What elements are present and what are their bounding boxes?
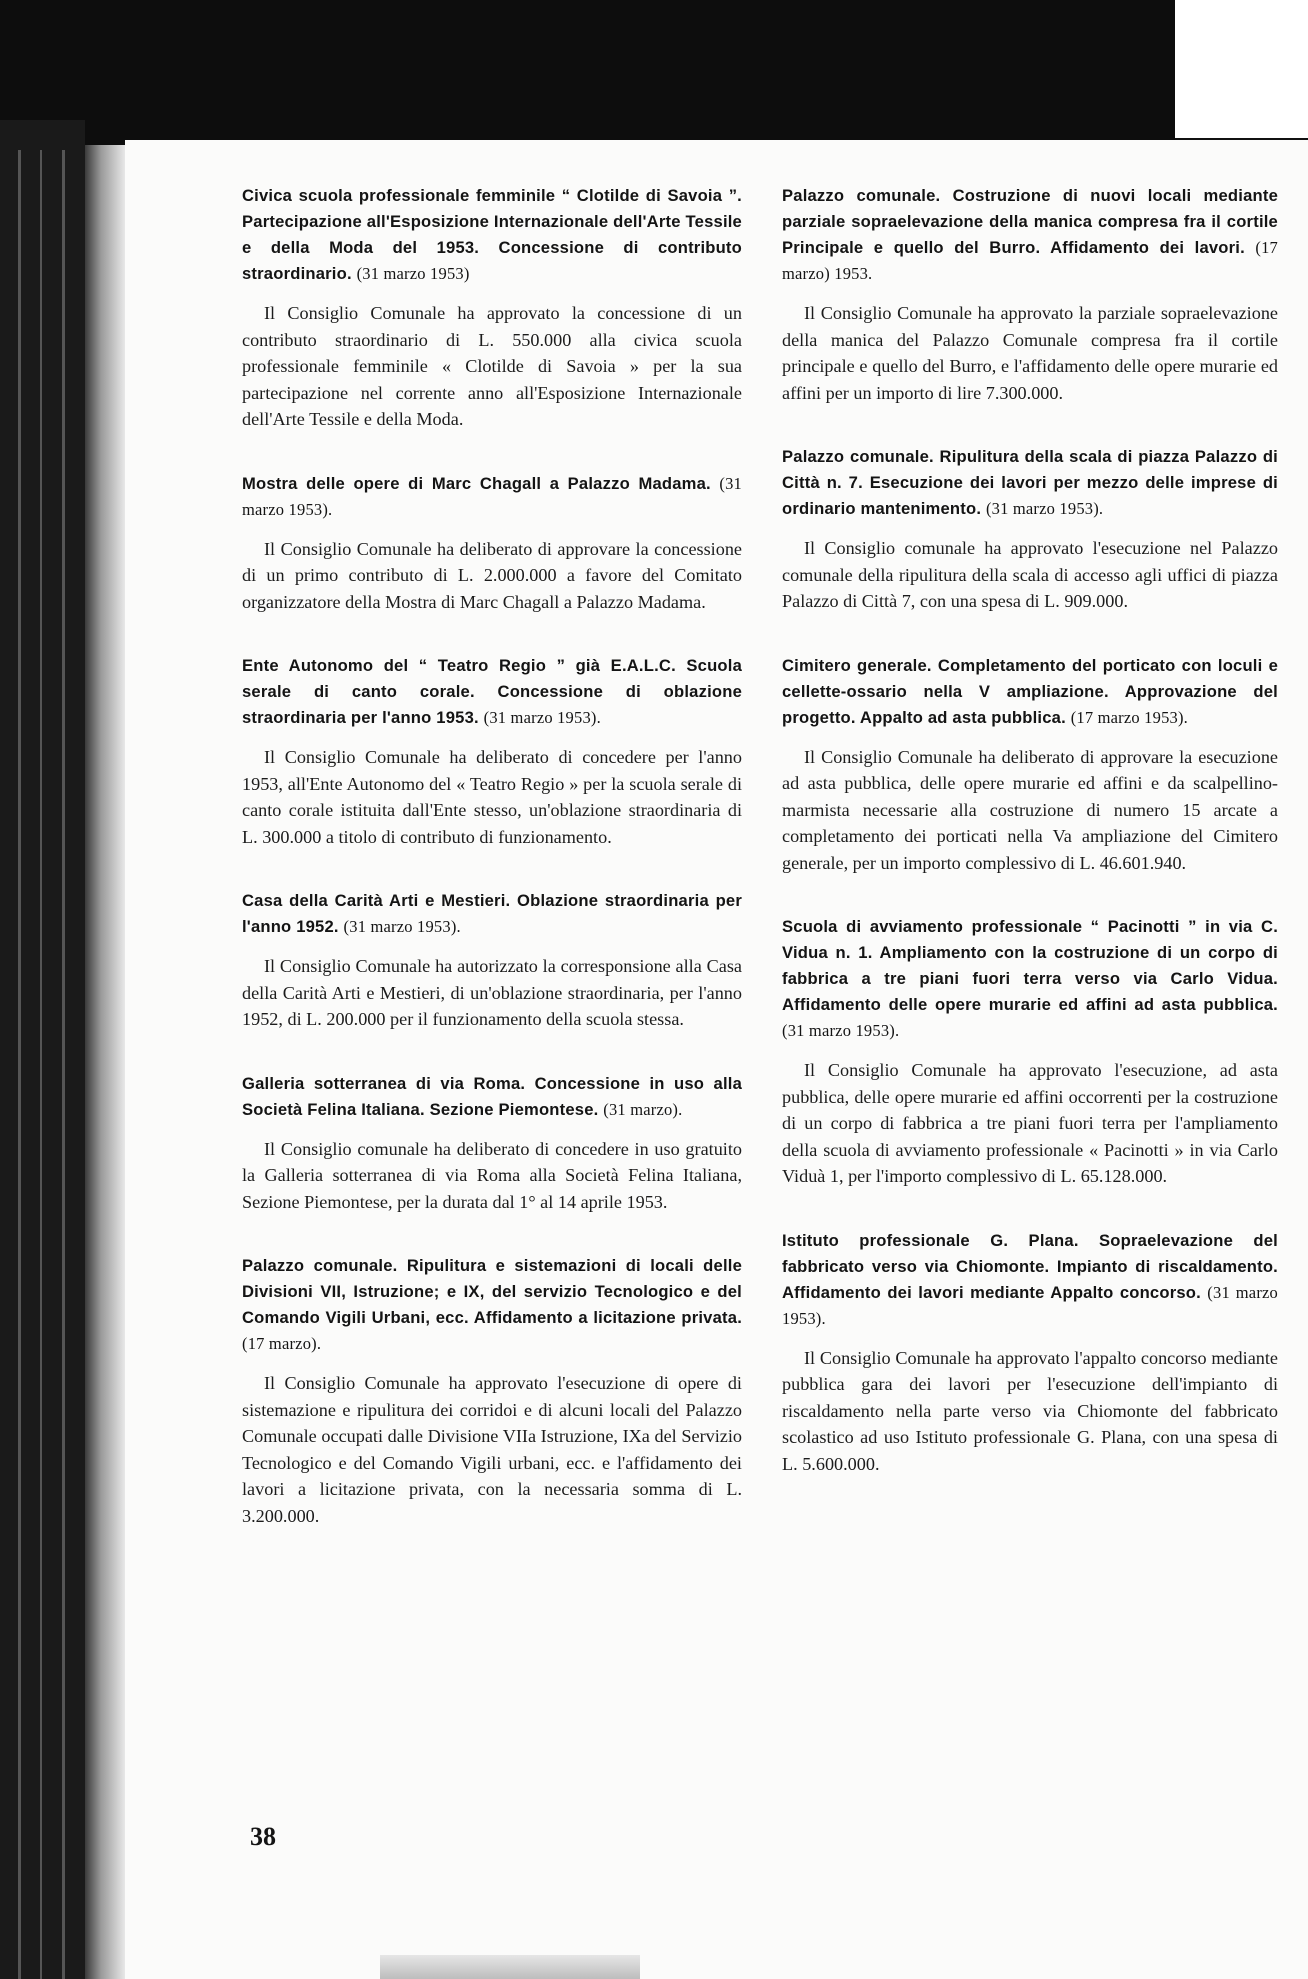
resolution-entry <box>242 1253 742 1529</box>
entry-heading <box>782 444 1278 522</box>
entry-heading <box>242 888 742 940</box>
entry-date: (31 marzo 1953) <box>356 264 470 283</box>
page-number: 38 <box>250 1822 276 1851</box>
entry-title: Ente Autonomo del “ Teatro Regio ” già E.A.L.C. Scuola serale di canto corale. Concessione di oblazione straordinaria per l'anno 1953. <box>242 656 742 727</box>
entry-body: Il Consiglio Comunale ha approvato la concessione di un contributo straordinario di L. 550.000 alla civica scuola professionale femminile « Clotilde di Savoia » per la sua partecipazione nel corrente anno all'Esposizione Internazionale dell'Arte Tessile e della Moda. <box>242 303 742 429</box>
entry-date: (31 marzo 1953). <box>985 499 1104 518</box>
entry-date: (17 marzo). <box>242 1334 322 1353</box>
resolution-entry <box>242 183 742 433</box>
entry-body: Il Consiglio Comunale ha approvato la parziale sopraelevazione della manica del Palazzo Comunale compresa fra il cortile principale e quello del Burro, e l'affidamento delle opere murarie ed affini per un importo di lire 7.300.000. <box>782 303 1278 403</box>
entry-heading <box>242 1253 742 1357</box>
resolution-entry <box>782 183 1278 406</box>
entry-date: (17 marzo 1953). <box>1070 707 1188 727</box>
resolution-entry <box>242 888 742 1033</box>
left-column <box>242 183 742 1567</box>
entry-body: Il Consiglio Comunale ha deliberato di concedere per l'anno 1953, all'Ente Autonomo del « Teatro Regio » per la scuola serale di canto corale istituita dall'Ente stesso, un'oblazione straordinaria di L. 300.000 a titolo di contributo di funzionamento. <box>242 747 742 847</box>
entry-title: Scuola di avviamento professionale “ Pacinotti ” in via C. Vidua n. 1. Ampliamento con la costruzione di un corpo di fabbrica a tre piani fuori terra verso via Carlo Vidua. Affidamento delle opere murarie ed affini ad asta pubblica. <box>782 917 1278 1014</box>
entry-heading <box>782 653 1278 731</box>
resolution-entry <box>782 444 1278 615</box>
entry-body: Il Consiglio Comunale ha deliberato di approvare la esecuzione ad asta pubblica, delle opere murarie ed affini e da scalpellino-marmista necessarie alla costruzione di numero 15 arcate a completamento dei porticati nella Va ampliazione del Cimitero generale, per un importo complessivo di L. 46.601.940. <box>782 746 1278 873</box>
entry-body: Il Consiglio Comunale ha autorizzato la corresponsione alla Casa della Carità Arti e Mestieri, di un'oblazione straordinaria, per l'anno 1952, di L. 200.000 per il funzionamento della scuola stessa. <box>242 956 742 1029</box>
entry-heading <box>782 183 1278 287</box>
entry-heading <box>782 1228 1278 1332</box>
resolution-entry <box>242 653 742 850</box>
scan-bottom-smudge <box>380 1955 640 1979</box>
entry-title: Casa della Carità Arti e Mestieri. Oblazione straordinaria per l'anno 1952. <box>242 891 742 936</box>
entry-heading <box>242 471 742 523</box>
entry-date: (31 marzo 1953). <box>782 1282 1278 1328</box>
right-column <box>782 183 1278 1515</box>
entry-body: Il Consiglio Comunale ha approvato l'esecuzione di opere di sistemazione e ripulitura dei corridoi e di alcuni locali del Palazzo Comunale occupati dalle Divisione VIIa Istruzione, IXa del Servizio Tecnologico e del Comando Vigili urbani, ecc. e l'affidamento dei lavori a licitazione privata, con la necessaria somma di L. 3.200.000. <box>242 1373 742 1526</box>
entry-title: Palazzo comunale. Ripulitura della scala di piazza Palazzo di Città n. 7. Esecuzione dei lavori per mezzo delle imprese di ordinario mantenimento. <box>782 447 1278 518</box>
entry-title: Cimitero generale. Completamento del porticato con loculi e cellette-ossario nella V ampliazione. Approvazione del progetto. Appalto ad asta pubblica. <box>782 655 1278 727</box>
entry-title: Palazzo comunale. Costruzione di nuovi locali mediante parziale sopraelevazione della manica compresa fra il cortile Principale e quello del Burro. Affidamento dei lavori. <box>782 186 1278 257</box>
resolution-entry <box>782 914 1278 1190</box>
entry-heading <box>242 183 742 287</box>
entry-date: (31 marzo 1953). <box>242 473 742 519</box>
scan-page-edge-line <box>62 150 65 1979</box>
resolution-entry <box>782 653 1278 877</box>
entry-heading <box>242 1071 742 1123</box>
scan-page-edge-line <box>18 150 21 1979</box>
entry-date: (31 marzo 1953). <box>343 917 461 936</box>
entry-title: Civica scuola professionale femminile “ Clotilde di Savoia ”. Partecipazione all'Esposizione Internazionale dell'Arte Tessile e della Moda del 1953. Concessione di contributo straordinario. <box>242 186 742 283</box>
entry-body: Il Consiglio Comunale ha deliberato di approvare la concessione di un primo contributo di L. 2.000.000 a favore del Comitato organizzatore della Mostra di Marc Chagall a Palazzo Madama. <box>242 538 742 612</box>
entry-body: Il Consiglio comunale ha approvato l'esecuzione nel Palazzo comunale della ripulitura della scala di accesso agli uffici di piazza Palazzo di Città 7, con una spesa di L. 909.000. <box>782 538 1278 611</box>
entry-title: Mostra delle opere di Marc Chagall a Palazzo Madama. <box>242 473 711 493</box>
resolution-entry <box>242 1071 742 1216</box>
entry-heading <box>782 914 1278 1044</box>
entry-title: Palazzo comunale. Ripulitura e sistemazioni di locali delle Divisioni VII, Istruzione; e IX, del servizio Tecnologico e del Comando Vigili Urbani, ecc. Affidamento a licitazione privata. <box>242 1256 742 1327</box>
scan-border-left <box>0 120 85 1979</box>
entry-body: Il Consiglio comunale ha deliberato di concedere in uso gratuito la Galleria sotterranea di via Roma alla Società Felina Italiana, Sezione Piemontese, per la durata dal 1° al 14 aprile 1953. <box>242 1138 742 1212</box>
entry-date: (31 marzo 1953). <box>782 1021 900 1040</box>
entry-title: Galleria sotterranea di via Roma. Concessione in uso alla Società Felina Italiana. Sezione Piemontese. <box>242 1073 742 1119</box>
entry-date: (31 marzo). <box>603 1099 683 1119</box>
resolution-entry <box>242 471 742 616</box>
page-binding-shadow <box>85 145 125 1979</box>
entry-body: Il Consiglio Comunale ha approvato l'esecuzione, ad asta pubblica, delle opere murarie ed affini occorrenti per la costruzione di un corpo di fabbrica a tre piani fuori terra per l'ampliamento della scuola di avviamento professionale « Pacinotti » in via Carlo Viduà 1, per l'importo complessivo di L. 65.128.000. <box>782 1060 1278 1186</box>
entry-title: Istituto professionale G. Plana. Sopraelevazione del fabbricato verso via Chiomonte. Impianto di riscaldamento. Affidamento dei lavori mediante Appalto concorso. <box>782 1230 1278 1302</box>
entry-date: (17 marzo) 1953. <box>782 238 1279 283</box>
entry-heading <box>242 653 742 731</box>
scan-page-edge-line <box>40 150 42 1979</box>
entry-date: (31 marzo 1953). <box>483 708 601 727</box>
resolution-entry <box>782 1228 1278 1478</box>
scan-border-top <box>0 0 1175 150</box>
entry-body: Il Consiglio Comunale ha approvato l'appalto concorso mediante pubblica gara dei lavori per l'esecuzione dell'impianto di riscaldamento nella parte verso via Chiomonte del fabbricato scolastico ad uso Istituto professionale G. Plana, con una spesa di L. 5.600.000. <box>782 1347 1278 1474</box>
